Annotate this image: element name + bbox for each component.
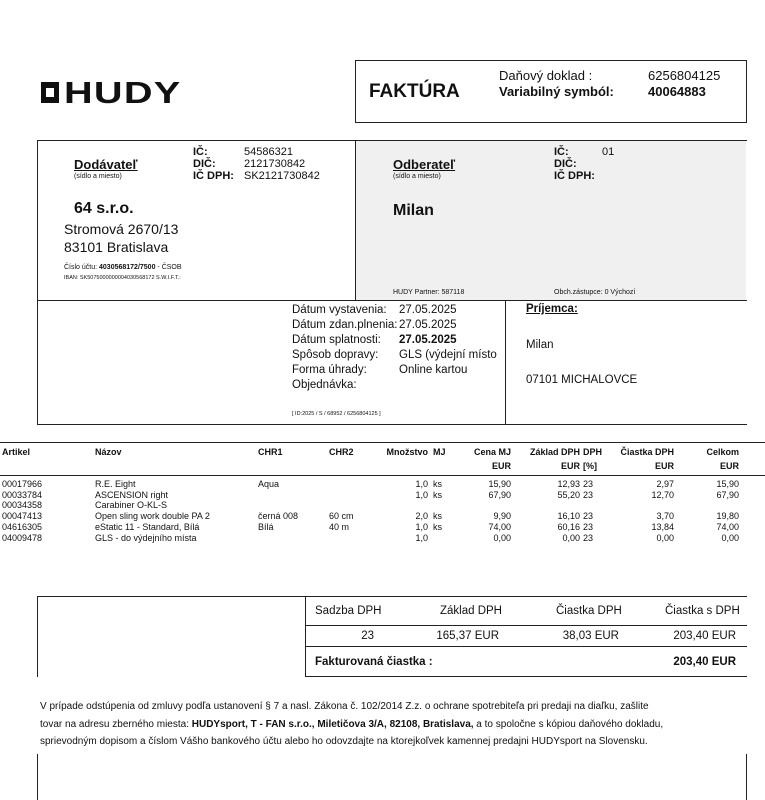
- th-mnozstvo: Množstvo: [386, 447, 428, 457]
- cell-artikel: 00047413: [2, 511, 43, 522]
- cell-zaklad: 60,16: [557, 521, 580, 532]
- cell-dph: 23: [583, 489, 594, 500]
- var-symbol-label: Variabilný symból:: [499, 84, 614, 99]
- th-ciastka-unit: EUR: [654, 461, 674, 471]
- cell-dph: 23: [583, 511, 594, 522]
- customer-ico: 01: [602, 146, 615, 158]
- cell-celkom: 67,90: [716, 489, 739, 500]
- cell-mj: ks: [433, 511, 442, 522]
- th-mj: MJ: [433, 447, 446, 457]
- shipping-label: Spôsob dopravy:: [292, 349, 379, 361]
- logo: HUDY: [64, 75, 182, 110]
- supplier-iban: IBAN: SK5075000000004030568172 S.W.I.F.T.:: [64, 275, 181, 281]
- th-cena-unit: EUR: [491, 461, 511, 471]
- recipient-heading: Príjemca:: [526, 303, 578, 315]
- cell-zaklad: 16,10: [557, 511, 580, 522]
- total-value: 203,40 EUR: [673, 630, 736, 642]
- shipping-value: GLS (výdejní místo: [399, 349, 497, 361]
- cell-celkom: 74,00: [716, 521, 739, 532]
- cell-nazov: ASCENSION right: [95, 489, 169, 500]
- th-celkom-unit: EUR: [719, 461, 739, 471]
- cell-zaklad: 12,93: [557, 479, 580, 489]
- th-cena: Cena MJ: [473, 447, 511, 457]
- cell-nazov: Carabiner O-KL-S: [95, 500, 168, 511]
- customer-icdph-label: IČ DPH:: [554, 170, 595, 182]
- cell-ciastka: 12,70: [651, 489, 674, 500]
- cell-cena: 9,90: [493, 511, 511, 522]
- cell-artikel: 00033784: [2, 489, 43, 500]
- base-value: 165,37 EUR: [436, 630, 499, 642]
- supplier-dic-label: DIČ:: [193, 158, 216, 170]
- cell-chr2: 40 m: [329, 521, 350, 532]
- supplier-ico-label: IČ:: [193, 146, 208, 158]
- th-nazov: Názov: [95, 447, 122, 457]
- footer-line-3: sprievodným dopisom a číslom Vášho bankového účtu alebo ho odovzdajte na ktorejkoľvek kamennej predajni HUDYsport na Slovensku.: [40, 736, 648, 747]
- cell-nazov: Open sling work double PA 2: [95, 511, 210, 522]
- customer-dic-label: DIČ:: [554, 158, 577, 170]
- cell-chr1: Bílá: [258, 521, 274, 532]
- recipient-city: 07101 MICHALOVCE: [526, 374, 638, 386]
- cell-celkom: 19,80: [716, 511, 739, 522]
- var-symbol: 40064883: [648, 84, 706, 99]
- th-chr2: CHR2: [329, 447, 354, 457]
- cell-artikel: 00034358: [2, 500, 43, 511]
- cell-cena: 67,90: [488, 489, 511, 500]
- th-zaklad-unit: EUR: [560, 461, 580, 471]
- cell-artikel: 04616305: [2, 521, 43, 532]
- tax-doc-label: Daňový doklad :: [499, 68, 593, 83]
- invoiced-label: Fakturovaná čiastka :: [315, 656, 433, 668]
- th-celkom: Celkom: [706, 447, 739, 457]
- cell-artikel: 04009478: [2, 532, 43, 543]
- vat-value: 38,03 EUR: [562, 630, 619, 642]
- cell-cena: 74,00: [488, 521, 511, 532]
- taxable-label: Dátum zdan.plnenia:: [292, 319, 398, 331]
- cell-celkom: 0,00: [721, 532, 739, 543]
- sales-rep: Obch.zástupce: 0 Výchozí: [554, 289, 636, 296]
- supplier-dic: 2121730842: [244, 158, 306, 170]
- cell-dph: 23: [583, 479, 594, 489]
- due-label: Dátum splatnosti:: [292, 334, 381, 346]
- date-values: [399, 303, 497, 378]
- cell-nazov: GLS - do výdejního místa: [95, 532, 197, 543]
- footer-line-1: V prípade odstúpenia od zmluvy podľa ustanovení § 7 a nasl. Zákona č. 102/2014 Z.z. o ochrane spotrebiteľa pri predaji na diaľku, zašlite: [40, 701, 649, 712]
- logo-mark-icon: [41, 82, 59, 103]
- supplier-sub: (sídlo a miesto): [74, 173, 122, 180]
- cell-ciastka: 13,84: [651, 521, 674, 532]
- cell-ciastka: 2,97: [656, 479, 674, 489]
- cell-zaklad: 0,00: [562, 532, 580, 543]
- supplier-icdph: SK2121730842: [244, 170, 320, 182]
- total-label: Čiastka s DPH: [665, 605, 740, 617]
- th-zaklad: Základ DPH: [529, 447, 580, 457]
- rate-value: 23: [361, 630, 374, 642]
- cell-mj: ks: [433, 521, 442, 532]
- supplier-street: Stromová 2670/13: [64, 221, 179, 237]
- cell-celkom: 15,90: [716, 479, 739, 489]
- cell-qty: 2,0: [415, 511, 428, 522]
- cell-chr2: 60 cm: [329, 511, 354, 522]
- supplier-heading: Dodávateľ: [74, 157, 138, 172]
- cell-qty: 1,0: [415, 532, 428, 543]
- footer-text: [40, 698, 663, 751]
- cell-chr1: černá 008: [258, 511, 299, 522]
- invoiced-value: 203,40 EUR: [673, 656, 736, 668]
- payment-value: Online kartou: [399, 364, 468, 376]
- issued-label: Dátum vystavenia:: [292, 304, 387, 316]
- supplier-name: 64 s.r.o.: [74, 200, 134, 217]
- th-chr1: CHR1: [258, 447, 283, 457]
- taxable-value: 27.05.2025: [399, 319, 457, 331]
- cell-qty: 1,0: [415, 489, 428, 500]
- base-label: Základ DPH: [440, 605, 502, 617]
- th-dph: DPH: [583, 447, 603, 457]
- cell-cena: 0,00: [493, 532, 511, 543]
- supplier-icdph-label: IČ DPH:: [193, 170, 234, 182]
- tax-doc-number: 6256804125: [648, 68, 721, 83]
- date-labels: [292, 303, 397, 393]
- order-id-line: [ ID:2025 / S / 68952 / 6256804125 ]: [292, 411, 381, 417]
- cell-qty: 1,0: [415, 521, 428, 532]
- cell-nazov: eStatic 11 - Standard, Bílá: [95, 521, 200, 532]
- th-dph-unit: [%]: [583, 461, 597, 471]
- cell-dph: 23: [583, 532, 594, 543]
- cell-cena: 15,90: [488, 479, 511, 489]
- payment-label: Forma úhrady:: [292, 364, 367, 376]
- recipient-name: Milan: [526, 339, 554, 351]
- cell-mj: ks: [433, 489, 442, 500]
- th-artikel: Artikel: [2, 447, 31, 457]
- supplier-account: Číslo účtu: 4030568172/7500 - ČSOB: [64, 264, 182, 271]
- rate-label: Sadzba DPH: [315, 605, 382, 617]
- invoice-title: FAKTÚRA: [369, 81, 460, 102]
- cell-zaklad: 55,20: [557, 489, 580, 500]
- cell-nazov: R.E. Eight: [95, 479, 136, 489]
- supplier-ico: 54586321: [244, 146, 293, 158]
- customer-heading: Odberateľ: [393, 157, 456, 172]
- due-value: 27.05.2025: [399, 334, 457, 346]
- hudy-partner: HUDY Partner: 587118: [393, 289, 465, 296]
- issued-value: 27.05.2025: [399, 304, 457, 316]
- cell-dph: 23: [583, 521, 594, 532]
- customer-sub: (sídlo a miesto): [393, 173, 441, 180]
- order-label: Objednávka:: [292, 379, 357, 391]
- footer-line-2: tovar na adresu zberného miesta: HUDYsport, T - FAN s.r.o., Miletičova 3/A, 82108, Bratislava, a to spoločne s kópiou daňového dokladu,: [40, 718, 664, 730]
- cell-ciastka: 0,00: [656, 532, 674, 543]
- cell-qty: 1,0: [415, 479, 428, 489]
- customer-ico-label: IČ:: [554, 146, 569, 158]
- cell-artikel: 00017966: [2, 479, 43, 489]
- customer-name: Milan: [393, 202, 434, 219]
- th-ciastka: Čiastka DPH: [620, 447, 674, 457]
- cell-ciastka: 3,70: [656, 511, 674, 522]
- supplier-city: 83101 Bratislava: [64, 239, 169, 255]
- cell-mj: ks: [433, 479, 442, 489]
- vat-label: Čiastka DPH: [556, 605, 622, 617]
- cell-chr1: Aqua: [258, 479, 280, 489]
